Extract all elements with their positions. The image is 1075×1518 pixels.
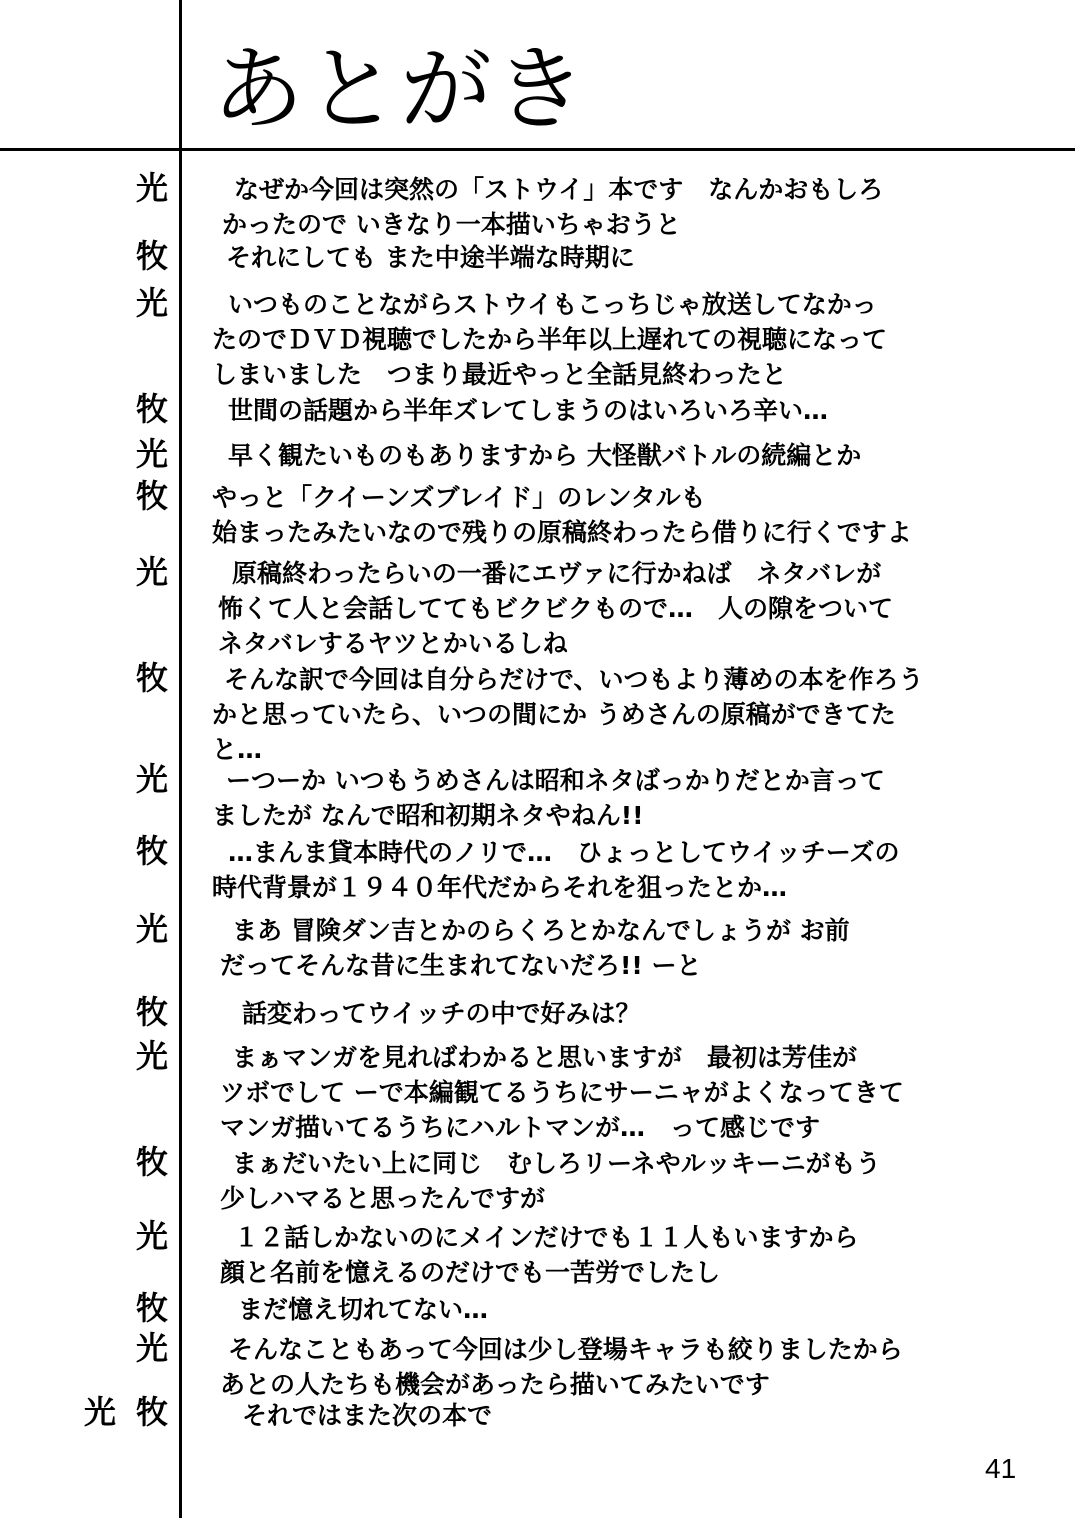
speaker-label: 牧 — [135, 659, 168, 697]
speaker-label: 光 — [135, 284, 168, 322]
page-title: あとがき — [212, 36, 589, 143]
speech-line: 始まったみたいなので残りの原稿終わったら借りに行くですよ — [212, 518, 912, 547]
speaker-label: 牧 — [135, 1289, 168, 1327]
speech-line: しまいました つまり最近やっと全話見終わったと — [212, 360, 787, 389]
speech — [212, 835, 1052, 905]
speech — [212, 662, 1052, 767]
speech — [212, 1292, 1052, 1327]
speech — [212, 1040, 1052, 1145]
speech-line: マンガ描いてるうちにハルトマンが… って感じです — [220, 1113, 821, 1142]
speaker-label: 牧 — [135, 1143, 168, 1181]
speech-line: ツボでして ーで本編観てるうちにサーニャがよくなってきて — [220, 1078, 904, 1107]
page-number: 41 — [985, 1453, 1017, 1484]
speech — [212, 763, 1052, 833]
speech-line: だってそんな昔に生まれてないだろ!! ーと — [220, 951, 702, 980]
speech-line: まぁマンガを見ればわかると思いますが 最初は芳佳が — [232, 1043, 858, 1072]
speech-line: かと思っていたら、いつの間にか うめさんの原稿ができてた — [212, 700, 896, 729]
speaker-label: 牧 — [135, 1393, 168, 1431]
speaker-label: 光 — [83, 1393, 116, 1431]
vertical-rule — [179, 0, 182, 1518]
speech-line: そんな訳で今回は自分らだけで、いつもより薄めの本を作ろう — [224, 665, 924, 694]
speaker-label: 光 — [135, 910, 168, 948]
speaker-label: 牧 — [135, 993, 168, 1031]
speech — [212, 1332, 1052, 1402]
speech-line: 顔と名前を憶えるのだけでも一苦労でしたし — [220, 1258, 721, 1287]
speech — [212, 172, 1052, 242]
speaker-label: 牧 — [135, 237, 168, 275]
speech-line: やっと「クイーンズブレイド」のレンタルも — [212, 483, 706, 512]
speech-line: と… — [212, 735, 263, 764]
speech-line: 世間の話題から半年ズレてしまうのはいろいろ辛い… — [228, 396, 829, 425]
speaker-label: 牧 — [135, 390, 168, 428]
speech-line: １２話しかないのにメインだけでも１１人もいますから — [234, 1223, 859, 1252]
speech — [212, 556, 1052, 661]
speaker-label: 光 — [135, 553, 168, 591]
speech-line: まあ 冒険ダン吉とかのらくろとかなんでしょうが お前 — [232, 916, 850, 945]
speaker-label: 光 — [135, 1217, 168, 1255]
speaker-label: 光 — [135, 435, 168, 473]
speech-line: かったので いきなり一本描いちゃおうと — [222, 210, 681, 239]
speech-line: それにしても また中途半端な時期に — [226, 243, 635, 272]
speech-line: 原稿終わったらいの一番にエヴァに行かねば ネタバレが — [232, 559, 882, 588]
speech-line: たのでＤＶＤ視聴でしたから半年以上遅れての視聴になって — [212, 325, 888, 354]
speech — [212, 996, 1052, 1031]
title-underline — [0, 148, 1075, 151]
speech-line: あとの人たちも機会があったら描いてみたいです — [220, 1370, 770, 1399]
speech-line: まだ憶え切れてない… — [238, 1295, 489, 1324]
speech-line: 少しハマると思ったんですが — [220, 1184, 546, 1213]
speech — [212, 1220, 1052, 1290]
speech-line: ましたが なんで昭和初期ネタやねん!! — [212, 801, 644, 830]
speaker-label: 光 — [135, 1037, 168, 1075]
speech — [212, 1146, 1052, 1216]
speech-line: 話変わってウイッチの中で好みは？ — [242, 999, 641, 1028]
speaker-label: 光 — [135, 1329, 168, 1367]
speaker-label: 牧 — [135, 832, 168, 870]
speech-line: それではまた次の本で — [242, 1401, 493, 1430]
speech-line: いつものことながらストウイもこっちじゃ放送してなかっ — [228, 290, 877, 319]
speech-line: そんなこともあって今回は少し登場キャラも絞りましたから — [228, 1335, 903, 1364]
speaker-label: 光 — [135, 169, 168, 207]
speaker-label: 牧 — [135, 477, 168, 515]
speech — [212, 287, 1052, 392]
speech-line: まぁだいたい上に同じ むしろリーネやルッキーニがもう — [232, 1149, 881, 1178]
speaker-label: 光 — [135, 760, 168, 798]
speech-line: …まんま貸本時代のノリで… ひょっとしてウイッチーズの — [228, 838, 900, 867]
speech — [212, 1398, 1052, 1433]
speech — [212, 438, 1052, 473]
speech-line: ーつーか いつもうめさんは昭和ネタばっかりだとか言って — [226, 766, 885, 795]
speech-line: ネタバレするヤツとかいるしね — [218, 629, 568, 658]
speech — [212, 480, 1052, 550]
speech — [212, 913, 1052, 983]
speech-line: 怖くて人と会話しててもビクビクもので… 人の隙をついて — [218, 594, 894, 623]
speech-line: 時代背景が１９４０年代だからそれを狙ったとか… — [212, 873, 788, 902]
speech-line: 早く観たいものもありますから 大怪獣バトルの続編とか — [228, 441, 862, 470]
speech-line: なぜか今回は突然の「ストウイ」本です なんかおもしろ — [234, 175, 884, 204]
speech — [212, 393, 1052, 428]
speech — [212, 240, 1052, 275]
